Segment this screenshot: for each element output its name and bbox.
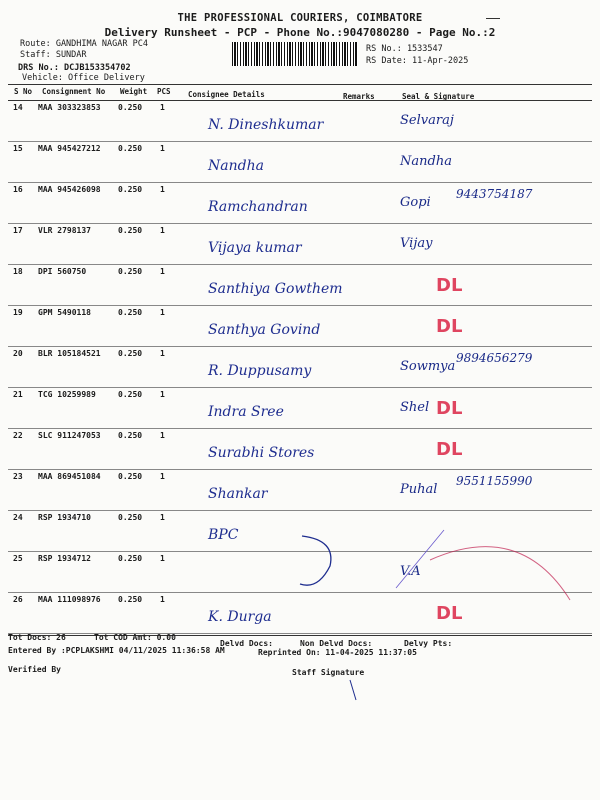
row-sno: 24 [13,513,23,522]
row-pcs: 1 [160,390,165,399]
row-pcs: 1 [160,513,165,522]
row-pcs: 1 [160,308,165,317]
row-weight: 0.250 [118,267,143,276]
consignee-handwriting: R. Duppusamy [208,363,312,379]
phone-note: 9894656279 [456,351,533,365]
recipient-signature: Selvaraj [400,113,454,128]
row-pcs: 1 [160,554,165,563]
row-weight: 0.250 [118,595,143,604]
bracket-stroke [300,536,331,585]
row-sno: 19 [13,308,23,317]
row-consignment-no: SLC 911247053 [38,431,101,440]
row-pcs: 1 [160,226,165,235]
row-weight: 0.250 [118,103,143,112]
row-weight: 0.250 [118,226,143,235]
row-consignment-no: MAA 303323853 [38,103,101,112]
dl-stamp: DL [436,316,463,337]
consignee-handwriting: Santhya Govind [208,322,321,338]
row-consignment-no: MAA 111098976 [38,595,101,604]
col-consignee: Consignee Details [188,90,265,99]
consignee-handwriting: N. Dineshkumar [208,117,324,133]
verified-by: Verified By [8,665,61,674]
consignee-handwriting: Shankar [208,486,268,502]
dl-stamp: DL [436,439,463,460]
consignee-handwriting: Santhiya Gowthem [208,281,343,297]
col-weight: Weight [120,87,148,96]
vehicle-label: Vehicle: Office Delivery [22,73,145,83]
row-pcs: 1 [160,185,165,194]
row-consignment-no: RSP 1934710 [38,513,91,522]
row-weight: 0.250 [118,513,143,522]
rs-number: RS No.: 1533547 [366,44,443,54]
row-weight: 0.250 [118,185,143,194]
row-weight: 0.250 [118,554,143,563]
row-sno: 23 [13,472,23,481]
staff-label: Staff: SUNDAR [20,50,87,60]
row-sno: 18 [13,267,23,276]
drs-number: DRS No.: DCJB153354702 [18,63,131,73]
row-pcs: 1 [160,144,165,153]
row-weight: 0.250 [118,308,143,317]
consignee-handwriting: BPC [208,527,239,543]
row-pcs: 1 [160,103,165,112]
consignee-handwriting: Nandha [208,158,264,174]
consignee-handwriting: Vijaya kumar [208,240,302,256]
row-consignment-no: BLR 105184521 [38,349,101,358]
staff-signature-label: Staff Signature [292,668,365,677]
row-sno: 15 [13,144,23,153]
col-sno: S No [14,87,33,96]
row-sno: 26 [13,595,23,604]
dl-stamp: DL [436,398,463,419]
total-cod: Tot COD Amt: 0.00 [94,633,176,642]
row-sno: 14 [13,103,23,112]
route-label: Route: GANDHIMA NAGAR PC4 [20,39,148,49]
recipient-signature: Shel [400,400,430,415]
dl-stamp: DL [436,275,463,296]
consignee-handwriting: K. Durga [208,609,272,625]
row-consignment-no: MAA 869451084 [38,472,101,481]
row-pcs: 1 [160,431,165,440]
row-weight: 0.250 [118,349,143,358]
row-consignment-no: MAA 945427212 [38,144,101,153]
col-seal: Seal & Signature [402,92,475,101]
non-delivered-docs: Non Delvd Docs: [300,639,373,648]
row-sno: 25 [13,554,23,563]
phone-note: 9443754187 [456,187,533,201]
signature-line [350,680,356,700]
delivery-points: Delvy Pts: [404,639,453,648]
col-remarks: Remarks [343,92,375,101]
recipient-signature: Gopi [400,195,431,210]
row-consignment-no: RSP 1934712 [38,554,91,563]
recipient-signature: V.A [400,564,421,579]
row-sno: 22 [13,431,23,440]
row-consignment-no: GPM 5490118 [38,308,91,317]
consignee-handwriting: Indra Sree [208,404,284,420]
consignee-handwriting: Surabhi Stores [208,445,315,461]
reprinted-on: Reprinted On: 11-04-2025 11:37:05 [258,648,417,657]
company-name: THE PROFESSIONAL COURIERS, COIMBATORE [177,12,423,24]
recipient-signature: Sowmya [400,359,456,374]
phone-note: 9551155990 [456,474,533,488]
row-consignment-no: DPI 560750 [38,267,87,276]
consignee-handwriting: Ramchandran [208,199,308,215]
recipient-signature: Puhal [400,482,438,497]
dl-stamp: DL [436,603,463,624]
col-consignment: Consignment No [42,87,106,96]
row-sno: 20 [13,349,23,358]
row-sno: 16 [13,185,23,194]
row-sno: 21 [13,390,23,399]
row-weight: 0.250 [118,390,143,399]
col-pcs: PCS [157,87,171,96]
row-pcs: 1 [160,349,165,358]
arrow-stroke [396,530,444,588]
delivered-docs: Delvd Docs: [220,639,273,648]
row-pcs: 1 [160,472,165,481]
runsheet-title: Delivery Runsheet - PCP - Phone No.:9047080280 - Page No.:2 [104,26,496,39]
rs-date: RS Date: 11-Apr-2025 [366,56,469,66]
row-weight: 0.250 [118,431,143,440]
recipient-signature: Vijay [400,236,433,251]
row-consignment-no: VLR 2798137 [38,226,91,235]
row-sno: 17 [13,226,23,235]
entered-by: Entered By :PCPLAKSHMI 04/11/2025 11:36:58 AM [8,646,225,655]
total-docs: Tot Docs: 26 [8,633,66,642]
recipient-signature: Nandha [400,154,452,169]
row-weight: 0.250 [118,472,143,481]
row-pcs: 1 [160,267,165,276]
row-pcs: 1 [160,595,165,604]
row-weight: 0.250 [118,144,143,153]
seal-circle-stroke [430,547,570,600]
row-consignment-no: TCG 10259989 [38,390,96,399]
row-consignment-no: MAA 945426098 [38,185,101,194]
